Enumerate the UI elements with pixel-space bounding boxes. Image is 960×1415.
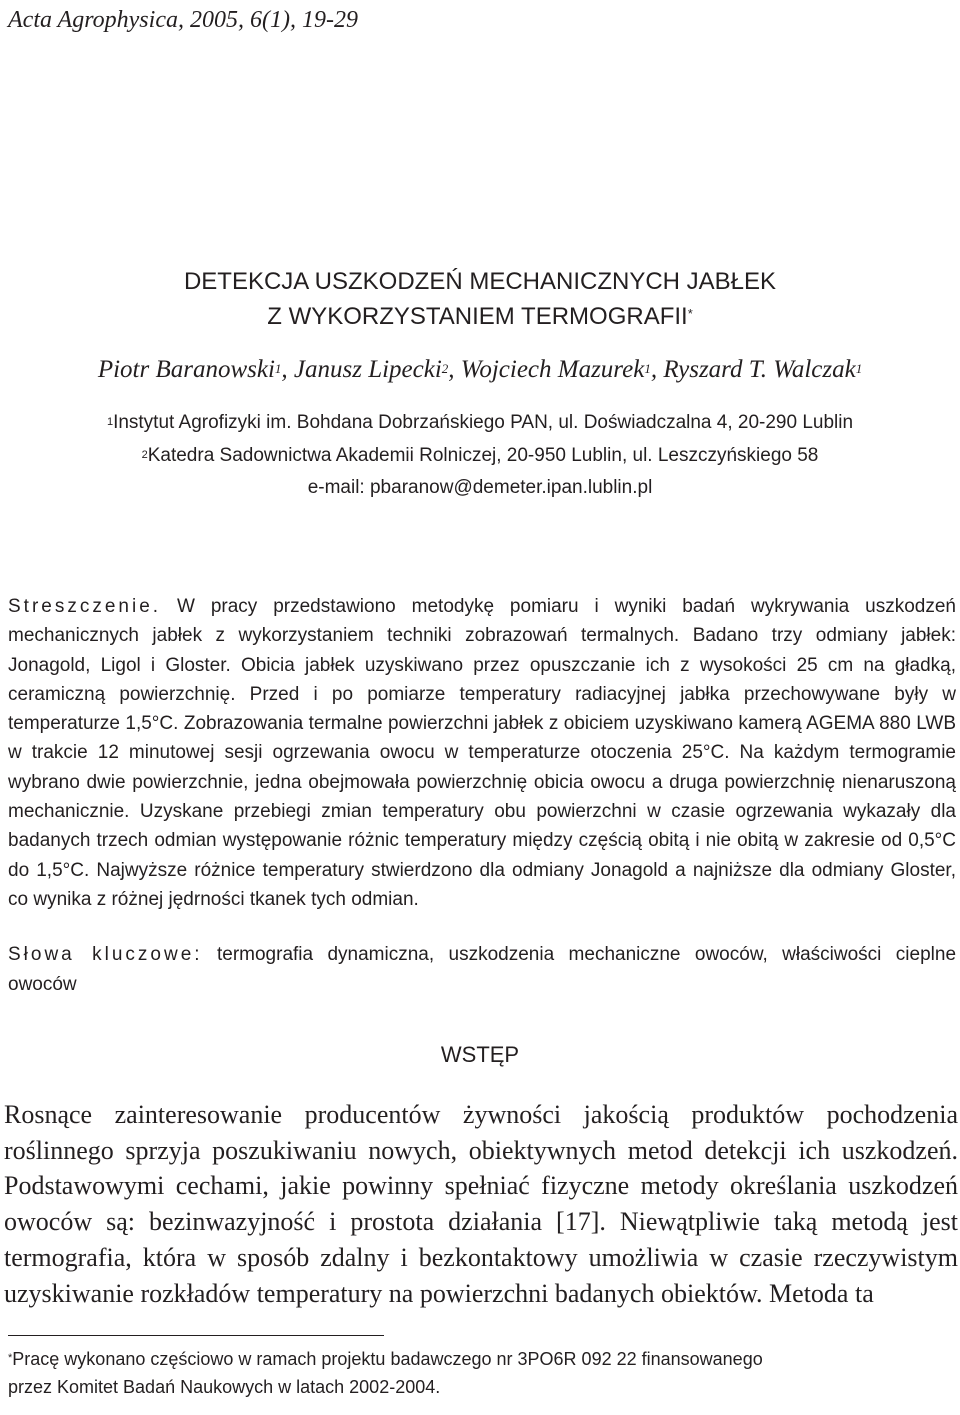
affiliation-number: 1 (106, 416, 114, 428)
author-affiliation-mark: 1 (644, 361, 651, 376)
author-separator: , (281, 356, 294, 383)
author-affiliation-mark: 1 (274, 361, 282, 376)
introduction-paragraph: Rosnące zainteresowanie producentów żywności jakością produktów pochodzenia roślinnego sprzyja poszukiwaniu nowych, obiektywnych metod detekcji ich uszkodzeń. Podstawowymi cechami, jakie powinny spełniać fizyczne metody określania uszkodzeń owoców są: bezinwazyjność i prostota działania [17]. Niewątpliwie taką metodą jest termografia, która w sposób zdalny i bezkontaktowy umożliwia w czasie rzeczywistym uzyskiwanie rozkładów temperatury na powierzchni badanych obiektów. Metoda ta (4, 1100, 958, 1308)
footnote-divider (8, 1335, 384, 1336)
footnote-line-2: przez Komitet Badań Naukowych w latach 2002-2004. (8, 1377, 441, 1397)
title-footnote-mark: * (687, 306, 693, 321)
footnote-line-1: Pracę wykonano częściowo w ramach projektu badawczego nr 3PO6R 092 22 finansowanego (12, 1349, 763, 1369)
footnote (8, 1345, 948, 1401)
abstract (8, 592, 956, 914)
author-name: Piotr Baranowski (97, 356, 275, 383)
affiliation-2 (0, 443, 960, 469)
article-title-line-2-text: Z WYKORZYSTANIEM TERMOGRAFII (267, 303, 688, 330)
affiliation-text: Instytut Agrofizyki im. Bohdana Dobrzańskiego PAN, ul. Doświadczalna 4, 20-290 Lublin (113, 412, 854, 433)
abstract-text: W pracy przedstawiono metodykę pomiaru i wyniki badań wykrywania uszkodzeń mechanicznych jabłek z wykorzystaniem techniki zobrazowań termalnych. Badano trzy odmiany jabłek: Jonagold, Ligol i Gloster. Obicia jabłek uzyskiwano przez opuszczanie ich z wysokości 25 cm na gładką, ceramiczną powierzchnię. Przed i po pomiarze temperatury radiacyjnej jabłka przechowywane były w temperaturze 1,5°C. Zobrazowania termalne powierzchni jabłek z obiciem uzyskiwano kamerą AGEMA 880 LWB w trakcie 12 minutowej sesji ogrzewania owocu w temperaturze otoczenia 25°C. Na każdym termogramie wybrano dwie powierzchnie, jedna obejmowała powierzchnię obicia owocu a druga powierzchnię nienaruszoną mechanicznie. Uzyskane przebiegi zmian temperatury obu powierzchni w czasie ogrzewania wykazały dla badanych trzech odmian występowanie różnic temperatury między częścią obitą i nie obitą w zakresie od 0,5°C do 1,5°C. Najwyższe różnice temperatury stwierdzono dla odmiany Jonagold a najniższe dla odmiany Gloster, co wynika z różnej jędrności tkanek tych odmian. (8, 596, 956, 910)
keywords-label: Słowa kluczowe: (8, 944, 203, 965)
keywords-text: termografia dynamiczna, uszkodzenia mechaniczne owoców, właściwości cieplne owoców (8, 944, 957, 995)
affiliation-1 (0, 410, 960, 436)
author-affiliation-mark: 2 (441, 361, 449, 376)
author-email: e-mail: pbaranow@demeter.ipan.lublin.pl (307, 477, 653, 498)
author-name: Janusz Lipecki (293, 356, 442, 383)
journal-citation: Acta Agrophysica, 2005, 6(1), 19-29 (8, 7, 358, 33)
author-separator: , (650, 356, 664, 383)
article-title-line-1: DETEKCJA USZKODZEŃ MECHANICZNYCH JABŁEK (183, 268, 777, 295)
author-separator: , (448, 356, 461, 383)
author-name: Wojciech Mazurek (460, 356, 645, 383)
affiliation-text: Katedra Sadownictwa Akademii Rolniczej, 20-950 Lublin, ul. Leszczyńskiego 58 (147, 445, 819, 466)
author-list (0, 354, 960, 386)
footnote-mark: * (8, 1352, 13, 1364)
affiliation-number: 2 (141, 449, 148, 461)
abstract-label: Streszczenie. (8, 596, 162, 617)
keywords (8, 940, 956, 999)
author-name: Ryszard T. Walczak (663, 356, 856, 383)
section-heading: WSTĘP (440, 1042, 520, 1067)
article-title-line-2 (0, 302, 960, 332)
author-affiliation-mark: 1 (855, 361, 863, 376)
